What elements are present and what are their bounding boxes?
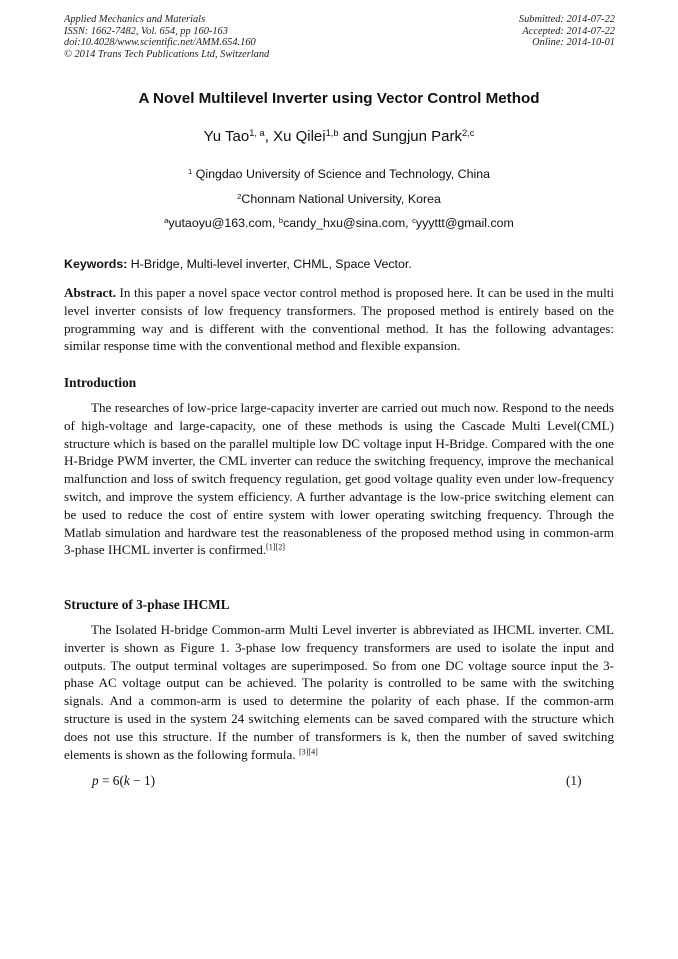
online-date: Online: 2014-10-01 bbox=[532, 37, 615, 49]
section-heading-introduction: Introduction bbox=[64, 375, 137, 390]
author-name: Yu Tao bbox=[203, 128, 250, 145]
journal-copyright: © 2014 Trans Tech Publications Ltd, Switzerland bbox=[64, 48, 270, 60]
email-sup: b bbox=[278, 215, 284, 225]
equation-number: (1) bbox=[566, 773, 582, 788]
affiliation-1 bbox=[0, 167, 678, 181]
paper-title: A Novel Multilevel Inverter using Vector Control Method bbox=[138, 90, 540, 107]
author-name: Sungjun Park bbox=[371, 128, 462, 145]
abstract-text: In this paper a novel space vector control method is proposed here. It can be used in the multi level inverter consists of low frequency transformers. The proposed method is entirely based on the programming way and is different with the conventional method. It has the following advantages: similar response time with the conventional method and flexible expansion. bbox=[64, 285, 614, 354]
email-sup: a bbox=[164, 215, 169, 225]
affiliation-sup: 1 bbox=[187, 166, 193, 176]
author-list bbox=[0, 128, 678, 145]
abstract-label: Abstract. bbox=[64, 285, 116, 300]
formula-var-k: k bbox=[123, 773, 130, 788]
author-separator: and bbox=[338, 128, 372, 145]
email-address[interactable]: yutaoyu@163.com, bbox=[168, 216, 279, 230]
affiliation-text: Chonnam National University, Korea bbox=[241, 192, 441, 206]
journal-info bbox=[64, 14, 269, 60]
journal-name: Applied Mechanics and Materials bbox=[64, 14, 206, 25]
email-address[interactable]: candy_hxu@sina.com, bbox=[283, 216, 413, 230]
citation[interactable]: [1][2] bbox=[266, 542, 285, 552]
keywords bbox=[64, 257, 616, 271]
section-heading-structure: Structure of 3-phase IHCML bbox=[64, 597, 230, 612]
citation[interactable]: [3][4] bbox=[298, 747, 318, 757]
author-sup: 1,b bbox=[325, 127, 339, 138]
affiliation-sup: 2 bbox=[237, 191, 242, 201]
author-name: Xu Qilei bbox=[273, 128, 326, 145]
formula-rest: − 1) bbox=[129, 773, 156, 788]
author-sup: 1, a bbox=[249, 127, 265, 138]
journal-issn: ISSN: 1662-7482, Vol. 654, pp 160-163 bbox=[64, 25, 228, 37]
formula bbox=[92, 773, 155, 789]
abstract bbox=[64, 284, 614, 355]
journal-doi[interactable]: doi:10.4028/www.scientific.net/AMM.654.160 bbox=[64, 37, 256, 49]
formula-eq: = 6( bbox=[98, 773, 124, 788]
email-line bbox=[0, 216, 678, 230]
submission-dates bbox=[519, 14, 615, 49]
accepted-date: Accepted: 2014-07-22 bbox=[522, 25, 615, 37]
formula-var-p: p bbox=[92, 773, 99, 788]
email-address[interactable]: yyyttt@gmail.com bbox=[415, 216, 514, 230]
keywords-text: H-Bridge, Multi-level inverter, CHML, Space Vector. bbox=[127, 257, 412, 271]
author-sup: 2,c bbox=[461, 127, 475, 138]
affiliation-text: Qingdao University of Science and Technology, China bbox=[192, 167, 491, 181]
author-separator: , bbox=[264, 128, 274, 145]
introduction-body bbox=[64, 399, 614, 559]
paragraph-text: The researches of low-price large-capacity inverter are carried out much now. Respond to the needs of high-voltage and large-capacity, one of these methods is using the Cascade Multi Level(CML) structure which is based on the parallel multiple low DC voltage input H-Bridge. Compared with the one H-Bridge PWM inverter, the CML inverter can reduce the switching frequency, improve the mechanical malfunction and loss of switch frequency regulation, get good voltage quality even under low-frequency switch, and improve the system efficiency. A further advantage is the low-price switching element can be used to reduce the cost of entire system with lower operating switching frequency. Through the Matlab simulation and hardware test the reasonableness of the proposed method using in common-arm 3-phase IHCML inverter is confirmed. bbox=[64, 400, 614, 558]
affiliation-2 bbox=[0, 192, 678, 206]
submitted-date: Submitted: 2014-07-22 bbox=[518, 14, 615, 25]
email-sup: c bbox=[412, 215, 416, 225]
keywords-label: Keywords: bbox=[64, 257, 128, 271]
paragraph-text: The Isolated H-bridge Common-arm Multi Level inverter is abbreviated as IHCML inverter. CML inverter is shown as Figure 1. 3-phase low frequency transformers are used to isolate the input and outputs. The output terminal voltages are superimposed. So from one DC voltage source input the 3-phase AC voltage output can be achieved. The polarity is controlled to be same with the switching signals. And a common-arm is used to determine the polarity of each phase. If the common-arm structure is used in the system 24 switching elements can be saved compared with the structure which does not use this structure. If the number of transformers is k, then the number of saved switching elements is shown as the following formula. bbox=[64, 622, 614, 762]
structure-body bbox=[64, 621, 614, 763]
